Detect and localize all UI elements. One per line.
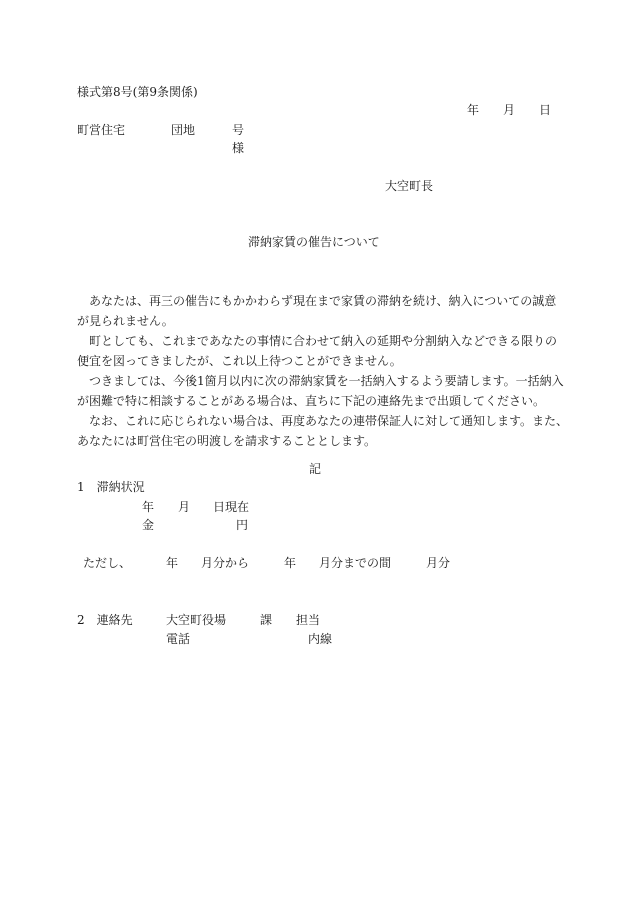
section1-heading: 1 滞納状況: [77, 480, 145, 494]
addressee-housing: 町営住宅: [77, 123, 126, 137]
body-line: つきましては、今後1箇月以内に次の滞納家賃を一括納入するよう要請します。一括納入: [77, 374, 564, 388]
proviso-from-month: 月分から: [201, 556, 250, 570]
proviso-months: 月分: [426, 556, 451, 570]
body-line: なお、これに応じられない場合は、再度あなたの連帯保証人に対して通知します。また、: [77, 414, 569, 428]
addressee-honorific: 様: [232, 141, 245, 155]
contact-office: 大空町役場: [166, 613, 227, 627]
proviso-label: ただし、: [83, 556, 132, 570]
arrears-date-year: 年: [142, 500, 155, 514]
date-day: 日: [539, 103, 552, 117]
arrears-amount-label: 金: [142, 518, 155, 532]
contact-phone: 電話: [166, 632, 191, 646]
date-month: 月: [503, 103, 516, 117]
arrears-date-month: 月: [178, 500, 191, 514]
arrears-amount-unit: 円: [236, 518, 249, 532]
addressee-unit: 号: [232, 123, 245, 137]
section2-heading: 2 連絡先: [77, 613, 133, 627]
body-line: 町としても、これまであなたの事情に合わせて納入の延期や分割納入などできる限りの: [77, 334, 558, 348]
proviso-to-year: 年: [284, 556, 297, 570]
addressee-complex: 団地: [171, 123, 196, 137]
body-line: あなたは、再三の催告にもかかわらず現在まで家賃の滞納を続け、納入についての誠意: [77, 294, 557, 308]
sender: 大空町長: [385, 179, 434, 193]
document-title: 滞納家賃の催告について: [248, 235, 380, 249]
proviso-from-year: 年: [166, 556, 179, 570]
contact-extension: 内線: [308, 632, 333, 646]
form-number: 様式第8号(第9条関係): [77, 85, 198, 99]
contact-dept: 課: [260, 613, 273, 627]
body-line: が困難で特に相談することがある場合は、直ちに下記の連絡先まで出頭してください。: [77, 394, 546, 408]
date-year: 年: [467, 103, 480, 117]
body-line: あなたには町営住宅の明渡しを請求することとします。: [77, 434, 377, 448]
body-line: が見られません。: [77, 314, 174, 328]
body-line: 便宜を図ってきましたが、これ以上待つことができません。: [77, 354, 402, 368]
body-text: [77, 291, 569, 451]
ki-heading: 記: [309, 462, 322, 476]
arrears-date-day: 日現在: [213, 500, 250, 514]
proviso-to-month: 月分までの間: [319, 556, 392, 570]
contact-person: 担当: [296, 613, 321, 627]
